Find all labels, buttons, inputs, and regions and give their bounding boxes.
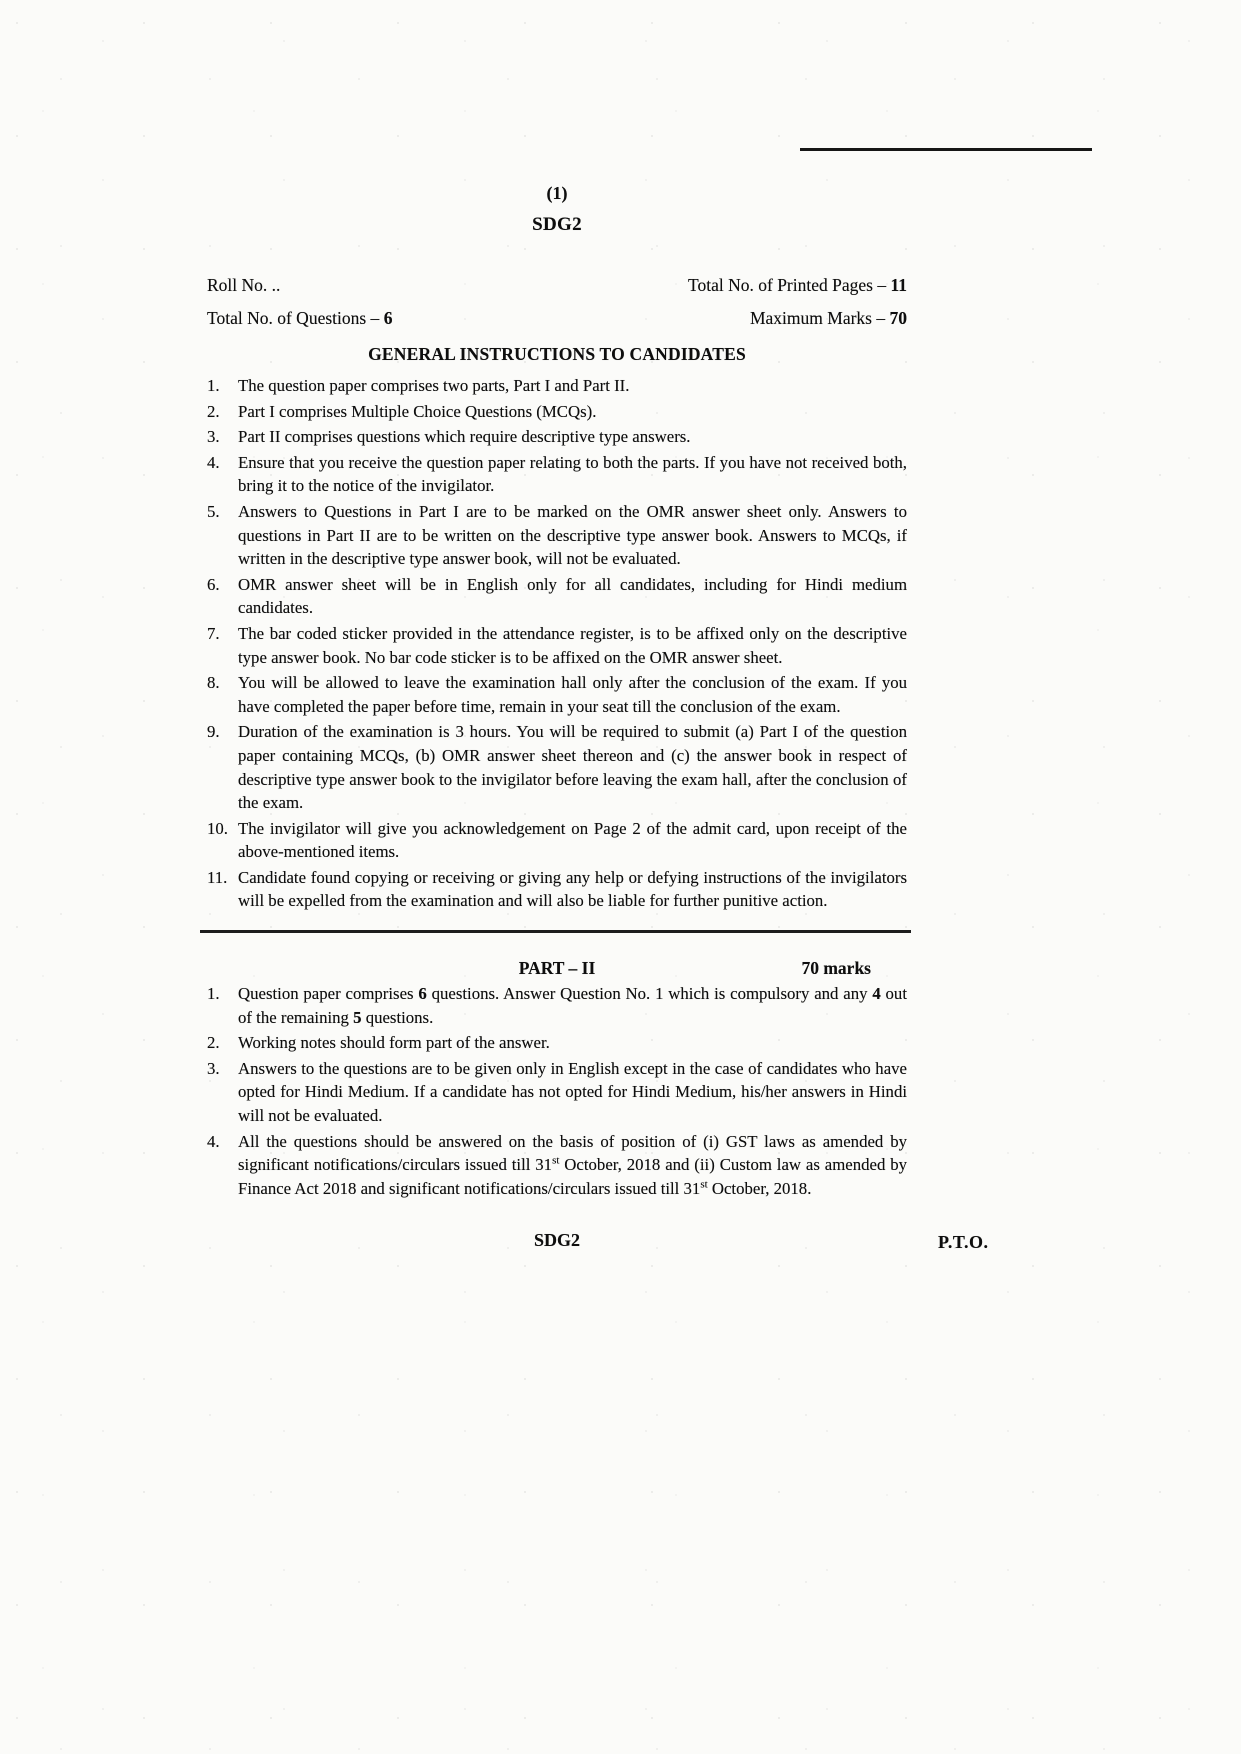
list-item xyxy=(207,500,907,571)
text-segment: October, 2018. xyxy=(707,1178,812,1198)
list-item-number: 2. xyxy=(207,1033,220,1053)
text-segment: OMR answer sheet will be in English only for all candidates, including for Hindi medium candidates. xyxy=(238,574,907,618)
part2-heading xyxy=(207,958,907,979)
text-segment: Ensure that you receive the question paper relating to both the parts. If you have not received both, bring it to the notice of the invigilator. xyxy=(238,452,907,496)
general-instructions-title: GENERAL INSTRUCTIONS TO CANDIDATES xyxy=(368,344,746,364)
list-item xyxy=(207,720,907,814)
text-segment: Duration of the examination is 3 hours. You will be required to submit (a) Part I of the question paper containing MCQs, (b) OMR answer sheet thereon and (c) the answer book in respect of descriptive type answer book to the invigilator before leaving the exam hall, after the conclusion of the exam. xyxy=(238,722,907,813)
list-item xyxy=(207,451,907,498)
maximum-marks-value: 70 xyxy=(889,308,907,328)
maximum-marks xyxy=(750,308,907,329)
list-item-text xyxy=(238,671,907,718)
page-number: (1) xyxy=(546,183,568,203)
list-item xyxy=(207,982,907,1029)
list-item xyxy=(207,1031,907,1055)
list-item xyxy=(207,1130,907,1201)
roll-no-label: Roll No. .. xyxy=(207,275,281,295)
text-segment: The invigilator will give you acknowledgement on Page 2 of the admit card, upon receipt of the above-mentioned items. xyxy=(238,818,907,862)
text-segment: Working notes should form part of the answer. xyxy=(238,1033,550,1053)
text-segment: Part II comprises questions which require descriptive type answers. xyxy=(238,427,691,447)
list-item-number: 3. xyxy=(207,1058,220,1078)
text-segment: All the questions should be answered on the basis of position of (i) GST laws as amended by significant notifications/circulars issued till 31 xyxy=(238,1131,907,1175)
text-segment: You will be allowed to leave the examination hall only after the conclusion of the exam. If you have completed the paper before time, remain in your seat till the conclusion of the exam. xyxy=(238,673,907,716)
section-divider xyxy=(200,930,911,933)
paper-code-bottom: SDG2 xyxy=(533,1230,580,1251)
text-segment: questions. xyxy=(361,1007,434,1027)
list-item xyxy=(207,1057,907,1128)
list-item-text xyxy=(238,500,907,571)
text-segment: The bar coded sticker provided in the attendance register, is to be affixed only on the descriptive type answer book. No bar code sticker is to be affixed on the OMR answer sheet. xyxy=(238,623,907,667)
list-item-text xyxy=(238,817,907,864)
list-item xyxy=(207,400,907,424)
list-item xyxy=(207,817,907,864)
list-item-text xyxy=(238,1057,907,1128)
list-item-text xyxy=(238,573,907,620)
text-segment: Part I comprises Multiple Choice Questions (MCQs). xyxy=(238,401,597,421)
pto-label: P.T.O. xyxy=(938,1232,989,1253)
printed-pages-label: Total No. of Printed Pages – xyxy=(688,275,891,295)
bold-text: 5 xyxy=(353,1007,362,1027)
part2-marks: 70 marks xyxy=(801,958,871,979)
list-item-number: 3. xyxy=(207,427,220,447)
list-item-text xyxy=(238,400,907,424)
list-item-number: 4. xyxy=(207,1131,220,1151)
list-item-number: 1. xyxy=(207,984,220,1004)
list-item-number: 4. xyxy=(207,452,220,472)
text-segment: The question paper comprises two parts, Part I and Part II. xyxy=(238,376,630,395)
total-questions-value: 6 xyxy=(383,308,393,328)
total-questions-label: Total No. of Questions – xyxy=(207,308,384,328)
list-item-text xyxy=(238,982,907,1029)
list-item-number: 7. xyxy=(207,623,220,643)
list-item-text xyxy=(238,1130,907,1201)
text-segment: Question paper comprises xyxy=(238,984,419,1004)
list-item xyxy=(207,671,907,718)
part2-title: PART – II xyxy=(518,958,596,979)
list-item-text xyxy=(238,451,907,498)
list-item-number: 10. xyxy=(207,818,228,838)
list-item-number: 5. xyxy=(207,501,220,521)
superscript-text: st xyxy=(552,1154,560,1167)
total-questions xyxy=(207,308,392,329)
list-item-number: 2. xyxy=(207,401,220,421)
list-item-number: 6. xyxy=(207,574,220,594)
paper-code-top: SDG2 xyxy=(532,214,582,235)
text-segment: Candidate found copying or receiving or giving any help or defying instructions of the invigilators will be expelled from the examination and will also be liable for further punitive action. xyxy=(238,867,907,911)
printed-pages-value: 11 xyxy=(890,275,907,295)
list-item xyxy=(207,425,907,449)
general-instructions-list xyxy=(207,374,907,913)
text-segment: out of the remaining xyxy=(238,984,907,1027)
bold-text: 4 xyxy=(872,984,881,1004)
list-item xyxy=(207,622,907,669)
superscript-text: st xyxy=(700,1178,708,1191)
header-row-1 xyxy=(207,275,907,296)
part2-list xyxy=(207,982,907,1200)
total-printed-pages xyxy=(688,275,907,296)
list-item-number: 11. xyxy=(207,867,228,887)
list-item xyxy=(207,374,907,398)
list-item-text xyxy=(238,1031,907,1055)
list-item-text xyxy=(238,866,907,913)
page-content xyxy=(207,0,989,1256)
bold-text: 6 xyxy=(418,984,427,1004)
list-item-number: 9. xyxy=(207,722,220,742)
list-item-text xyxy=(238,622,907,669)
list-item-number: 1. xyxy=(207,376,220,395)
list-item-text xyxy=(238,374,907,398)
header-row-2 xyxy=(207,308,907,329)
text-segment: Answers to Questions in Part I are to be marked on the OMR answer sheet only. Answers to questions in Part II are to be written on the descriptive type answer book. Answers to MCQs, if written in the descriptive type answer book, will not be evaluated. xyxy=(238,501,907,569)
text-segment: October, 2018 and (ii) Custom law as amended by Finance Act 2018 and significant notifications/circulars issued till 31 xyxy=(238,1155,907,1198)
list-item-text xyxy=(238,425,907,449)
text-segment: questions. Answer Question No. 1 which is compulsory and any xyxy=(426,984,873,1004)
list-item-text xyxy=(238,720,907,814)
list-item-number: 8. xyxy=(207,673,220,693)
list-item xyxy=(207,573,907,620)
text-segment: Answers to the questions are to be given only in English except in the case of candidates who have opted for Hindi Medium. If a candidate has not opted for Hindi Medium, his/her answers in Hindi will not be evaluated. xyxy=(238,1058,907,1126)
maximum-marks-label: Maximum Marks – xyxy=(749,308,890,328)
page-footer xyxy=(207,1230,989,1256)
list-item xyxy=(207,866,907,913)
